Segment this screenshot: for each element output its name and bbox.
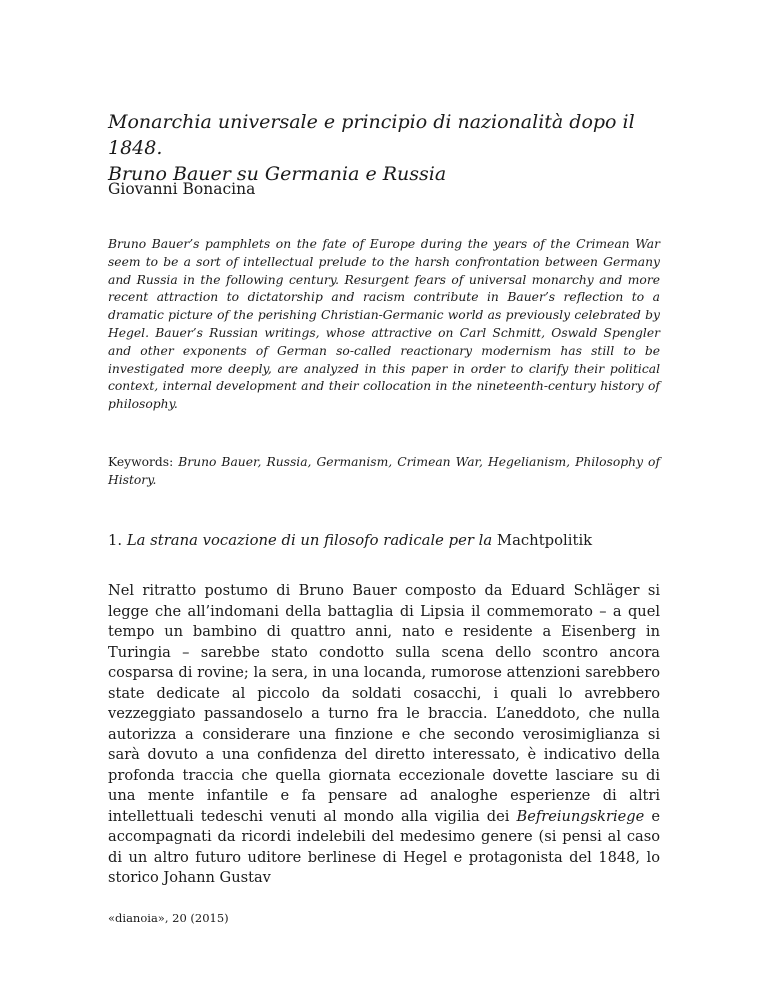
- article-title: [108, 109, 668, 187]
- keywords-label: Keywords:: [108, 455, 179, 469]
- keywords-list: Bruno Bauer, Russia, Germanism, Crimean War, Hegelianism, Philosophy of History.: [108, 455, 660, 487]
- keywords: [108, 454, 660, 490]
- body-paragraph: [108, 581, 660, 889]
- author-name: Giovanni Bonacina: [108, 180, 256, 198]
- section-title-roman: Machtpolitik: [492, 532, 593, 549]
- article-title-line-2: Bruno Bauer su Germania e Russia: [108, 163, 447, 185]
- abstract: Bruno Bauer’s pamphlets on the fate of Europe during the years of the Crimean War seem to be a sort of intellectual prelude to the harsh confrontation between Germany and Russia in the following century. Resurgent fears of universal monarchy and more recent attraction to dictatorship and racism contribute in Bauer’s reflection to a dramatic picture of the perishing Christian-Germanic world as previously celebrated by Hegel. Bauer’s Russian writings, whose attractive on Carl Schmitt, Oswald Spengler and other exponents of German so-called reactionary modernism has still to be investigated more deeply, are analyzed in this paper in order to clarify their political context, internal development and their collocation in the nineteenth-century history of philosophy.: [108, 237, 660, 412]
- section-heading: [108, 531, 668, 551]
- section-number: 1.: [108, 532, 127, 549]
- body-text-italic-term: Befreiungskriege: [516, 807, 645, 825]
- section-title-italic: La strana vocazione di un filosofo radicale per la: [126, 532, 493, 549]
- body-text-part-2: e accompagnati da ricordi indelebili del medesimo genere (si pensi al caso di un altro futuro uditore berlinese di Hegel e protagonista del 1848, lo storico Johann Gustav: [108, 807, 660, 886]
- journal-footer: «dianoia», 20 (2015): [108, 911, 229, 925]
- article-title-line-1: Monarchia universale e principio di nazionalità dopo il 1848.: [108, 111, 635, 159]
- body-text-part-1: Nel ritratto postumo di Bruno Bauer composto da Eduard Schläger si legge che all’indomani della battaglia di Lipsia il commemorato – a quel tempo un bambino di quattro anni, nato e residente a Eisenberg in Turingia – sarebbe stato condotto sulla scena dello scontro ancora cosparsa di rovine; la sera, in una locanda, rumorose attenzioni sarebbero state dedicate al piccolo da soldati cosacchi, i quali lo avrebbero vezzeggiato passandoselo a turno fra le braccia. L’aneddoto, che nulla autorizza a considerare una finzione e che secondo verosimiglianza si sarà dovuto a una confidenza del diretto interessato, è indicativo della profonda traccia che quella giornata eccezionale dovette lasciare su di una mente infantile e fa pensare ad analoghe esperienze di altri intellettuali tedeschi venuti al mondo alla vigilia dei: [108, 582, 660, 825]
